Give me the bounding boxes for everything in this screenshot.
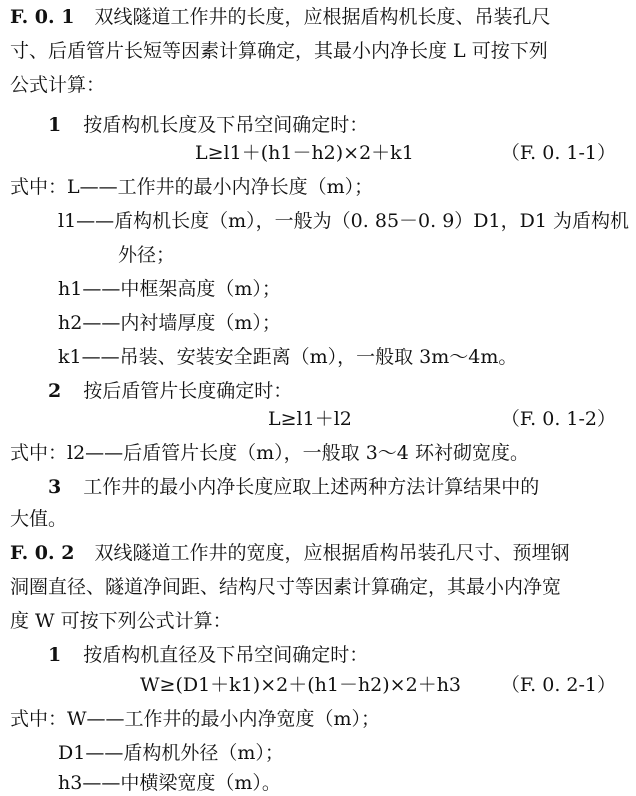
item-number: 1 — [48, 644, 62, 666]
item-number: 2 — [48, 380, 62, 402]
where-h3: h3——中横梁宽度（m）。 — [58, 772, 281, 794]
where-L-def: L——工作井的最小内净长度（m）； — [67, 176, 374, 198]
where-h2: h2——内衬墙厚度（m）； — [58, 312, 281, 334]
where-l1-a: l1——盾构机长度（m），一般为（0. 85－0. 9）D1，D1 为盾构机 — [58, 210, 629, 232]
item-number: 3 — [48, 476, 62, 498]
where-k1: k1——吊装、安装安全距离（m），一般取 3m～4m。 — [58, 346, 518, 368]
item-f01-3 — [48, 474, 626, 500]
equation-f02-1: W≥(D1＋k1)×2＋(h1－h2)×2＋h3 — [140, 674, 462, 696]
where-l2: 式中：l2——后盾管片长度（m），一般取 3～4 环衬砌宽度。 — [10, 442, 529, 464]
item-f02-1 — [48, 642, 626, 668]
equation-label-f02-1: （F. 0. 2-1） — [500, 674, 616, 696]
paragraph-f01-line1 — [10, 4, 626, 30]
clause-text-f02-l2: 洞圈直径、隧道净间距、结构尺寸等因素计算确定，其最小内净宽 — [10, 576, 562, 598]
clause-text-f01-l2: 寸、后盾管片长短等因素计算确定，其最小内净长度 L 可按下列 — [10, 40, 548, 62]
item-text: 按盾构机长度及下吊空间确定时： — [83, 114, 369, 136]
item-text: 按盾构机直径及下吊空间确定时： — [83, 644, 369, 666]
equation-f01-2: L≥l1＋l2 — [268, 408, 352, 430]
item-f01-1 — [48, 112, 626, 138]
where-h1: h1——中框架高度（m）； — [58, 278, 281, 300]
paragraph-f02-line1 — [10, 540, 626, 566]
clause-text-f01-l1: 双线隧道工作井的长度，应根据盾构机长度、吊装孔尺 — [94, 6, 551, 28]
where-l1-b: 外径； — [118, 244, 176, 266]
clause-number-f01: F. 0. 1 — [10, 6, 75, 28]
item-text: 按后盾管片长度确定时： — [83, 380, 293, 402]
where-D1: D1——盾构机外径（m）； — [58, 742, 284, 764]
where-W: 式中：W——工作井的最小内净宽度（m）； — [10, 708, 381, 730]
clause-number-f02: F. 0. 2 — [10, 542, 75, 564]
item-text: 工作井的最小内净长度应取上述两种方法计算结果中的 — [83, 476, 540, 498]
clause-text-f02-l3: 度 W 可按下列公式计算： — [10, 610, 232, 632]
item-f01-3-cont: 大值。 — [10, 508, 68, 530]
equation-label-f01-1: （F. 0. 1-1） — [500, 142, 616, 164]
equation-label-f01-2: （F. 0. 1-2） — [500, 408, 616, 430]
equation-f01-1: L≥l1＋(h1－h2)×2＋k1 — [195, 142, 414, 164]
item-number: 1 — [48, 114, 62, 136]
clause-text-f01-l3: 公式计算： — [10, 74, 106, 96]
where-L: 式中： — [10, 176, 68, 198]
clause-text-f02-l1: 双线隧道工作井的宽度，应根据盾构吊装孔尺寸、预埋钢 — [94, 542, 570, 564]
item-f01-2 — [48, 378, 626, 404]
